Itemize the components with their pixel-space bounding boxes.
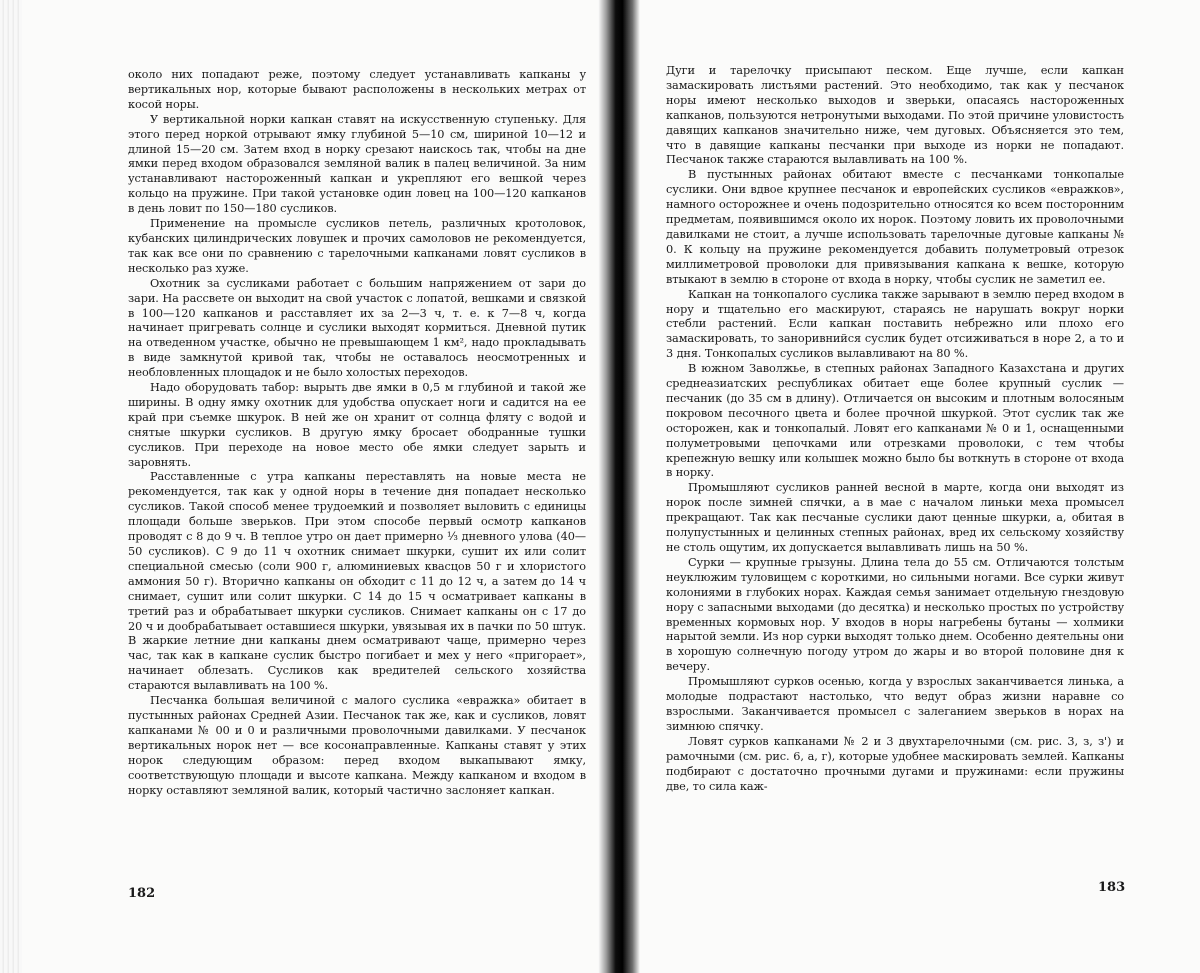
paragraph: около них попадают реже, поэтому следует устанавливать капканы у вертикальных нор, которые бывают расположены в нескольких метрах от косой норы.	[128, 68, 586, 111]
book-gutter	[598, 0, 640, 973]
paragraph: Промышляют сурков осенью, когда у взрослых заканчивается линька, а молодые подрастают настолько, что ведут образ жизни наравне со взрослыми. Заканчивается промысел с залеганием зверьков в норах на зимнюю спячку.	[666, 675, 1124, 733]
paragraph: Ловят сурков капканами № 2 и 3 двухтарелочными (см. рис. 3, з, з') и рамочными (см. рис. 6, а, г), которые удобнее маскировать землей. Капканы подбирают с достаточно прочными дугами и пружинами: если пружины две, то сила каж-	[666, 734, 1124, 793]
page-number-left: 182	[128, 886, 156, 901]
paragraph: Песчанка большая величиной с малого суслика «евражка» обитает в пустынных районах Средней Азии. Песчанок так же, как и сусликов, ловят капканами № 00 и 0 и различными проволочными давилками. У песчанок вертикальных норок нет — все косонаправленные. Капканы ставят у этих норок следующим образом: перед входом выкапывают ямку, соответствующую площади и высоте капкана. Между капканом и входом в норку оставляют земляной валик, который частично заслоняет капкан.	[128, 694, 586, 797]
paragraph: Сурки — крупные грызуны. Длина тела до 55 см. Отличаются толстым неуклюжим туловищем с короткими, но сильными ногами. Все сурки живут колониями в глубоких норах. Каждая семья занимает отдельную гнездовую нору с запасными выходами (до десятка) и несколько простых по устройству временных кормовых нор. У входов в норы нагребены бутаны — холмики нарытой земли. Из нор сурки выходят только днем. Особенно деятельны они в хорошую солнечную погоду утром до жары и во второй половине дня к вечеру.	[666, 555, 1124, 674]
page-edge-shadow	[0, 0, 22, 973]
paragraph: Применение на промысле сусликов петель, различных кротоловок, кубанских цилиндрических ловушек и прочих самоловов не рекомендуется, так как все они по сравнению с тарелочными капканами ловят сусликов в несколько раз хуже.	[128, 217, 586, 275]
right-page-text	[666, 64, 1124, 794]
paragraph: Надо оборудовать табор: вырыть две ямки в 0,5 м глубиной и такой же ширины. В одну ямку охотник для удобства опускает ноги и садится на ее край при съемке шкурок. В ней же он хранит от солнца фляту с водой и снятые шкурки сусликов. В другую ямку бросает ободранные тушки сусликов. При переходе на новое место обе ямки следует зарыть и заровнять.	[128, 381, 586, 469]
paragraph: Капкан на тонкопалого суслика также зарывают в землю перед входом в нору и тщательно его маскируют, стараясь не нарушать вокруг норки стебли растений. Если капкан поставить небрежно или плохо его замаскировать, то заноривнийся суслик будет отсиживаться в норе 2, а то и 3 дня. Тонкопалых сусликов вылавливают на 80 %.	[666, 287, 1124, 361]
paragraph: В пустынных районах обитают вместе с песчанками тонкопалые суслики. Они вдвое крупнее песчанок и европейских сусликов «евражков», намного осторожнее и очень подозрительно относятся ко всем посторонним предметам, появившимся около их норок. Поэтому ловить их проволочными давилками не стоит, а лучше использовать тарелочные дуговые капканы № 0. К кольцу на пружине рекомендуется добавить полуметровый отрезок миллиметровой проволоки для привязывания капкана к вешке, которую втыкают в землю в стороне от входа в норку, чтобы суслик не заметил ее.	[666, 168, 1124, 286]
paragraph: У вертикальной норки капкан ставят на искусственную ступеньку. Для этого перед норкой отрывают ямку глубиной 5—10 см, шириной 10—12 и длиной 15—20 см. Затем вход в норку срезают наискось так, чтобы на дне ямки перед входом образовался земляной валик в палец величиной. За ним устанавливают настороженный капкан и укрепляют его вешкой через кольцо на пружине. При такой установке один ловец на 100—120 капканов в день ловит по 150—180 сусликов.	[128, 112, 586, 216]
paragraph: Расставленные с утра капканы переставлять на новые места не рекомендуется, так как у одной норы в течение дня попадает несколько сусликов. Такой способ менее трудоемкий и позволяет выловить с единицы площади больше зверьков. При этом способе первый осмотр капканов проводят с 8 до 9 ч. В теплое утро он дает примерно ⅓ дневного улова (40—50 сусликов). С 9 до 11 ч охотник снимает шкурки, сушит их или солит специальной смесью (соли 900 г, алюминиевых квасцов 50 г и хлористого аммония 50 г). Вторично капканы он обходит с 11 до 12 ч, а затем до 14 ч снимает, сушит или солит шкурки. С 14 до 15 ч осматривает капканы в третий раз и обрабатывает шкурки сусликов. Снимает капканы он с 17 до 20 ч и дообрабатывает оставшиеся шкурки, увязывая их в пачки по 50 штук. В жаркие летние дни капканы днем осматривают чаще, примерно через час, так как в капкане суслик быстро погибает и мех у него «пригорает», начинает облезать. Сусликов как вредителей сельского хозяйства стараются вылавливать на 100 %.	[128, 470, 586, 693]
page-number-right: 183	[1098, 880, 1126, 895]
paragraph: Промышляют сусликов ранней весной в марте, когда они выходят из норок после зимней спячки, а в мае с началом линьки меха промысел прекращают. Так как песчаные суслики дают ценные шкурки, а, обитая в полупустынных и целинных степных районах, вред их сельскому хозяйству не столь ощутим, их допускается вылавливать лишь на 50 %.	[666, 481, 1124, 554]
paragraph: В южном Заволжье, в степных районах Западного Казахстана и других среднеазиатских республиках обитает еще более крупный суслик — песчаник (до 35 см в длину). Отличается он высоким и плотным волосяным покровом песочного цвета и более прочной шкуркой. Этот суслик так же осторожен, как и тонкопалый. Ловят его капканами № 0 и 1, оснащенными полуметровыми цепочками или отрезками проволоки, с тем чтобы крепежную вешку или колышек можно было бы воткнуть в стороне от входа в норку.	[666, 362, 1124, 480]
paragraph: Охотник за сусликами работает с большим напряжением от зари до зари. На рассвете он выходит на свой участок с лопатой, вешками и связкой в 100—120 капканов и расставляет их за 2—3 ч, т. е. к 7—8 ч, когда начинает пригревать солнце и суслики выходят кормиться. Дневной путик на отведенном участке, обычно не превышающем 1 км², надо прокладывать в виде замкнутой кривой так, чтобы не оставалось неосмотренных и необловленных площадок и не было холостых переходов.	[128, 276, 586, 380]
left-page-text	[128, 68, 586, 798]
paragraph: Дуги и тарелочку присыпают песком. Еще лучше, если капкан замаскировать листьями растений. Это необходимо, так как у песчанок норы имеют несколько выходов и зверьки, опасаясь настороженных капканов, пользуются нетронутыми выходами. По этой причине уловистость давящих капканов значительно ниже, чем дуговых. Объясняется это тем, что в давящие капканы песчанки при выходе из норки не попадают. Песчанок также стараются вылавливать на 100 %.	[666, 64, 1124, 167]
